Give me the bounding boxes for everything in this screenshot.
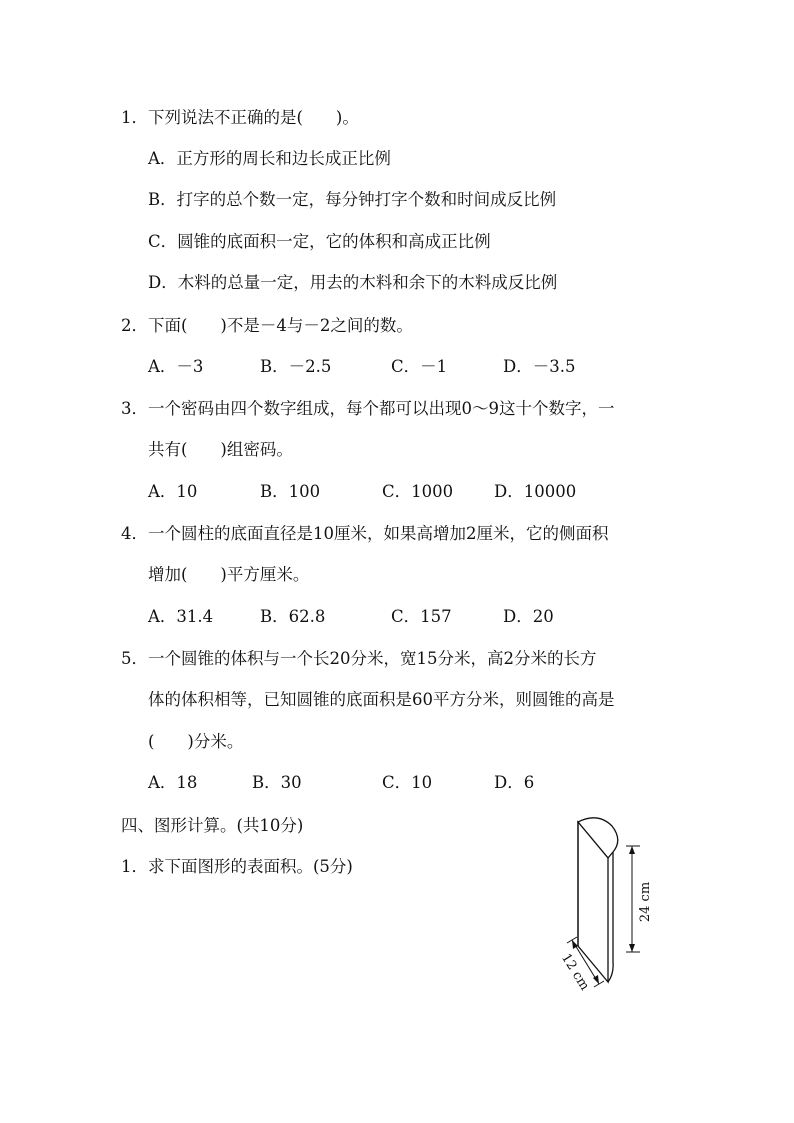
q3-stem-line1: 3．一个密码由四个数字组成，每个都可以出现0～9这十个数字，一 [121,399,615,418]
q5-option-b: B．30 [252,773,302,792]
q1-stem: 1．下列说法不正确的是( )。 [121,108,359,127]
q1-option-a: A．正方形的周长和边长成正比例 [148,149,391,168]
q4-stem-line1: 4．一个圆柱的底面直径是10厘米，如果高增加2厘米，它的侧面积 [121,524,609,543]
q1-option-b: B．打字的总个数一定，每分钟打字个数和时间成反比例 [148,190,557,209]
section4-q1: 1．求下面图形的表面积。(5分) [121,857,353,876]
q2-stem: 2．下面( )不是－4与－2之间的数。 [121,316,413,335]
q1-option-d: D．木料的总量一定，用去的木料和余下的木料成反比例 [148,273,558,292]
q4-option-a: A．31.4 [148,607,214,626]
q5-stem-line1: 5．一个圆锥的体积与一个长20分米，宽15分米，高2分米的长方 [121,649,597,668]
q3-option-c: C．1000 [382,482,454,501]
q4-option-d: D．20 [503,607,554,626]
q5-stem-line3: ( )分米。 [148,732,244,751]
q2-option-b: B．－2.5 [260,357,332,376]
half-cylinder-figure [548,812,658,1002]
q5-option-d: D．6 [494,773,535,792]
q3-option-d: D．10000 [494,482,577,501]
q5-option-a: A．18 [148,773,198,792]
q3-option-a: A．10 [148,482,198,501]
q4-stem-line2: 增加( )平方厘米。 [148,565,310,584]
height-arrow-top [629,846,635,854]
curved-side [608,852,613,982]
q2-option-d: D．－3.5 [503,357,576,376]
height-arrow-bottom [629,944,635,952]
q5-option-c: C．10 [382,773,433,792]
height-label: 24 cm [638,881,653,923]
q4-option-c: C．157 [391,607,452,626]
q3-option-b: B．100 [260,482,321,501]
q2-option-a: A．－3 [148,357,204,376]
q3-stem-line2: 共有( )组密码。 [148,440,293,459]
q2-option-c: C．－1 [391,357,448,376]
q1-option-c: C．圆锥的底面积一定，它的体积和高成正比例 [148,232,491,251]
diameter-label: 12 cm [557,951,593,994]
section4-title: 四、图形计算。(共10分) [121,816,304,835]
q5-stem-line2: 体的体积相等，已知圆锥的底面积是60平方分米，则圆锥的高是 [148,690,615,709]
q4-option-b: B．62.8 [260,607,326,626]
